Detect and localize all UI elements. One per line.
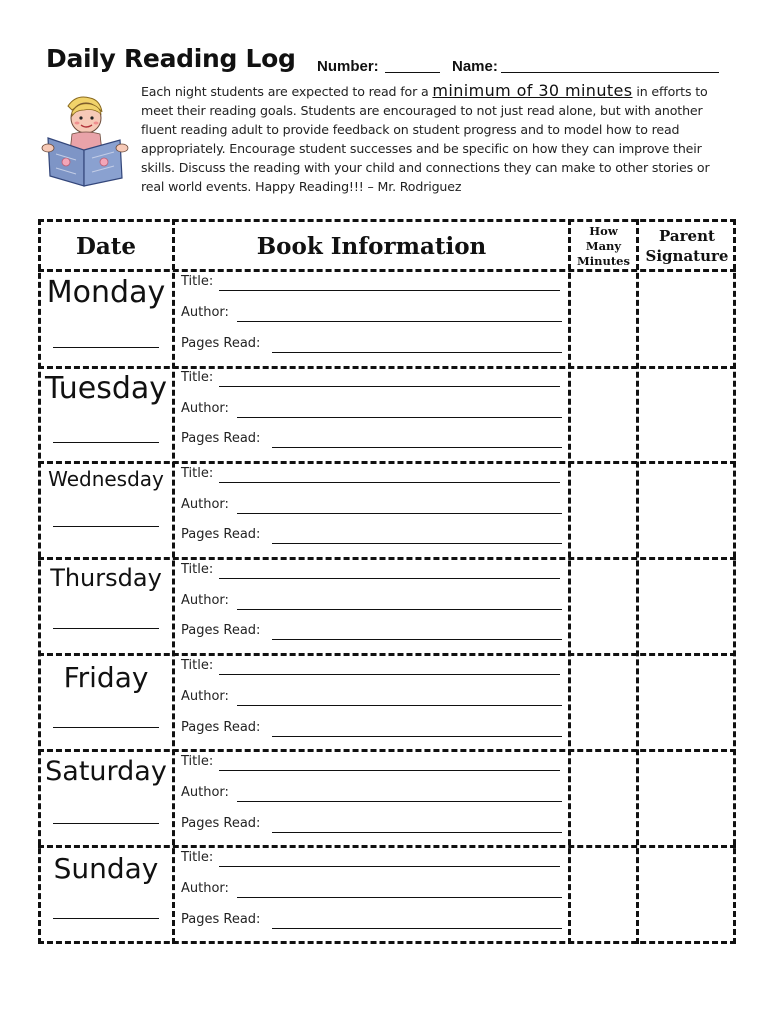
title-label: Title: <box>181 370 214 385</box>
page-title: Daily Reading Log <box>46 44 296 73</box>
day-label-wednesday: Wednesday <box>48 467 164 491</box>
pages-read-label: Pages Read: <box>181 720 261 735</box>
name-field[interactable] <box>501 72 719 73</box>
table-row-divider <box>38 557 736 560</box>
author-field-sunday[interactable] <box>237 897 562 898</box>
header-how-many-minutes <box>571 222 636 270</box>
pages-read-field-monday[interactable] <box>272 352 562 353</box>
table-column-divider <box>568 219 571 944</box>
table-row-divider <box>38 749 736 752</box>
header-signature-line: Signature <box>645 247 729 265</box>
date-field-friday[interactable] <box>53 727 159 728</box>
date-field-sunday[interactable] <box>53 918 159 919</box>
pages-read-label: Pages Read: <box>181 623 261 638</box>
author-label: Author: <box>181 881 229 896</box>
title-label: Title: <box>181 274 214 289</box>
title-field-friday[interactable] <box>219 674 560 675</box>
table-row-divider <box>38 653 736 656</box>
title-field-monday[interactable] <box>219 290 560 291</box>
title-field-sunday[interactable] <box>219 866 560 867</box>
pages-read-label: Pages Read: <box>181 431 261 446</box>
pages-read-field-tuesday[interactable] <box>272 447 562 448</box>
author-field-saturday[interactable] <box>237 801 562 802</box>
date-field-wednesday[interactable] <box>53 526 159 527</box>
header-minutes-line: Minutes <box>577 253 630 268</box>
day-label-friday: Friday <box>63 661 149 694</box>
day-label-sunday: Sunday <box>53 852 159 885</box>
header-minutes-line: Many <box>585 238 622 253</box>
title-label: Title: <box>181 466 214 481</box>
pages-read-label: Pages Read: <box>181 912 261 927</box>
date-field-monday[interactable] <box>53 347 159 348</box>
author-field-wednesday[interactable] <box>237 513 562 514</box>
author-field-tuesday[interactable] <box>237 417 562 418</box>
day-label-thursday: Thursday <box>50 564 162 592</box>
number-label: Number: <box>317 58 379 75</box>
pages-read-label: Pages Read: <box>181 527 261 542</box>
header-book-information: Book Information <box>256 232 487 260</box>
author-field-thursday[interactable] <box>237 609 562 610</box>
author-label: Author: <box>181 305 229 320</box>
day-label-saturday: Saturday <box>45 756 167 787</box>
number-field[interactable] <box>385 72 440 73</box>
intro-emphasis: minimum of 30 minutes <box>432 81 633 100</box>
pages-read-field-wednesday[interactable] <box>272 543 562 544</box>
name-label: Name: <box>452 58 498 75</box>
author-label: Author: <box>181 689 229 704</box>
author-field-friday[interactable] <box>237 705 562 706</box>
table-row-divider <box>38 366 736 369</box>
date-field-saturday[interactable] <box>53 823 159 824</box>
header-minutes-line: How <box>589 223 618 238</box>
date-field-tuesday[interactable] <box>53 442 159 443</box>
day-label-monday: Monday <box>46 275 166 310</box>
table-row-divider <box>38 461 736 464</box>
header-date: Date <box>75 232 137 260</box>
intro-text-end: in efforts to meet their reading goals. Students are encouraged to not just read alone, but with another fluent reading adult to provide feedback on student progress and to model how to read appropriately. Encourage student successes and be specific on how they can improve their skills. Discuss the reading with your child and connections they can make to other stories or real world events. Happy Reading!!! – Mr. Rodriguez <box>141 84 710 195</box>
title-field-saturday[interactable] <box>219 770 560 771</box>
child-reading-book-illustration <box>38 92 130 190</box>
pages-read-field-thursday[interactable] <box>272 639 562 640</box>
header-signature-line: Parent <box>659 227 715 245</box>
header-parent-signature <box>639 222 735 270</box>
pages-read-label: Pages Read: <box>181 336 261 351</box>
day-label-tuesday: Tuesday <box>44 371 168 406</box>
table-column-divider <box>172 219 175 944</box>
table-row-divider <box>38 845 736 848</box>
title-field-tuesday[interactable] <box>219 386 560 387</box>
intro-paragraph <box>141 81 731 197</box>
author-label: Author: <box>181 401 229 416</box>
pages-read-field-sunday[interactable] <box>272 928 562 929</box>
author-field-monday[interactable] <box>237 321 562 322</box>
table-column-divider <box>636 219 639 944</box>
author-label: Author: <box>181 497 229 512</box>
author-label: Author: <box>181 593 229 608</box>
pages-read-field-friday[interactable] <box>272 736 562 737</box>
title-label: Title: <box>181 562 214 577</box>
title-field-wednesday[interactable] <box>219 482 560 483</box>
intro-text-start: Each night students are expected to read for a <box>141 84 433 99</box>
date-field-thursday[interactable] <box>53 628 159 629</box>
pages-read-label: Pages Read: <box>181 816 261 831</box>
title-label: Title: <box>181 658 214 673</box>
title-label: Title: <box>181 850 214 865</box>
title-label: Title: <box>181 754 214 769</box>
pages-read-field-saturday[interactable] <box>272 832 562 833</box>
title-field-thursday[interactable] <box>219 578 560 579</box>
author-label: Author: <box>181 785 229 800</box>
